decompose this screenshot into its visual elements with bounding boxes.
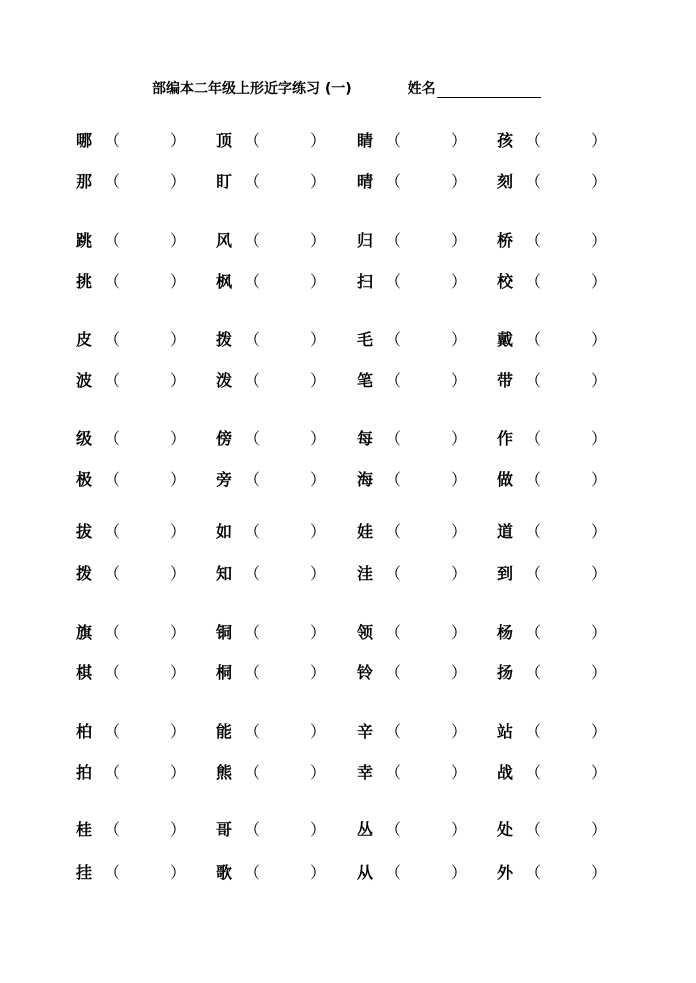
exercise-item <box>497 661 629 685</box>
open-paren: （ <box>385 371 402 390</box>
exercise-item <box>357 621 489 645</box>
close-paren: ） <box>170 564 187 583</box>
target-character: 领 <box>357 623 374 642</box>
open-paren: （ <box>244 330 261 349</box>
open-paren: （ <box>104 330 121 349</box>
target-character: 战 <box>497 763 514 782</box>
target-character: 柏 <box>76 722 93 741</box>
target-character: 作 <box>497 429 514 448</box>
exercise-item <box>357 129 489 153</box>
exercise-item <box>357 520 489 544</box>
open-paren: （ <box>525 820 542 839</box>
target-character: 棋 <box>76 663 93 682</box>
close-paren: ） <box>591 470 608 489</box>
exercise-item <box>216 170 348 194</box>
exercise-item <box>76 468 208 492</box>
open-paren: （ <box>104 663 121 682</box>
target-character: 拔 <box>76 522 93 541</box>
open-paren: （ <box>385 522 402 541</box>
exercise-item <box>497 861 629 885</box>
close-paren: ） <box>451 371 468 390</box>
close-paren: ） <box>310 564 327 583</box>
exercise-item <box>497 761 629 785</box>
open-paren: （ <box>385 231 402 250</box>
exercise-item <box>357 369 489 393</box>
open-paren: （ <box>525 722 542 741</box>
exercise-item <box>357 170 489 194</box>
open-paren: （ <box>525 272 542 291</box>
exercise-item <box>216 861 348 885</box>
open-paren: （ <box>104 863 121 882</box>
target-character: 跳 <box>76 231 93 250</box>
close-paren: ） <box>591 272 608 291</box>
open-paren: （ <box>104 470 121 489</box>
close-paren: ） <box>310 820 327 839</box>
exercise-item <box>216 661 348 685</box>
open-paren: （ <box>104 564 121 583</box>
close-paren: ） <box>451 470 468 489</box>
exercise-item <box>76 328 208 352</box>
close-paren: ） <box>451 763 468 782</box>
target-character: 哪 <box>76 131 93 150</box>
open-paren: （ <box>244 131 261 150</box>
target-character: 哥 <box>216 820 233 839</box>
exercise-item <box>357 661 489 685</box>
target-character: 风 <box>216 231 233 250</box>
close-paren: ） <box>310 863 327 882</box>
open-paren: （ <box>385 172 402 191</box>
exercise-item <box>76 761 208 785</box>
open-paren: （ <box>385 763 402 782</box>
open-paren: （ <box>244 722 261 741</box>
target-character: 级 <box>76 429 93 448</box>
exercise-item <box>76 520 208 544</box>
exercise-item <box>76 270 208 294</box>
close-paren: ） <box>310 663 327 682</box>
exercise-item <box>216 562 348 586</box>
exercise-item <box>497 520 629 544</box>
open-paren: （ <box>385 663 402 682</box>
target-character: 做 <box>497 470 514 489</box>
close-paren: ） <box>310 330 327 349</box>
target-character: 那 <box>76 172 93 191</box>
exercise-row <box>0 328 696 352</box>
exercise-row <box>0 468 696 492</box>
close-paren: ） <box>451 272 468 291</box>
close-paren: ） <box>170 663 187 682</box>
close-paren: ） <box>170 131 187 150</box>
target-character: 笔 <box>357 371 374 390</box>
close-paren: ） <box>170 330 187 349</box>
target-character: 铃 <box>357 663 374 682</box>
open-paren: （ <box>104 231 121 250</box>
close-paren: ） <box>170 820 187 839</box>
open-paren: （ <box>104 429 121 448</box>
target-character: 顶 <box>216 131 233 150</box>
exercise-row <box>0 520 696 544</box>
target-character: 道 <box>497 522 514 541</box>
open-paren: （ <box>525 330 542 349</box>
open-paren: （ <box>244 522 261 541</box>
target-character: 旁 <box>216 470 233 489</box>
target-character: 处 <box>497 820 514 839</box>
open-paren: （ <box>385 722 402 741</box>
open-paren: （ <box>244 470 261 489</box>
exercise-row <box>0 369 696 393</box>
open-paren: （ <box>104 763 121 782</box>
target-character: 扫 <box>357 272 374 291</box>
target-character: 皮 <box>76 330 93 349</box>
target-character: 洼 <box>357 564 374 583</box>
exercise-row <box>0 720 696 744</box>
close-paren: ） <box>591 663 608 682</box>
target-character: 拨 <box>76 564 93 583</box>
close-paren: ） <box>310 722 327 741</box>
target-character: 晴 <box>357 172 374 191</box>
target-character: 睛 <box>357 131 374 150</box>
target-character: 幸 <box>357 763 374 782</box>
open-paren: （ <box>104 131 121 150</box>
close-paren: ） <box>451 863 468 882</box>
exercise-item <box>497 621 629 645</box>
exercise-row <box>0 621 696 645</box>
close-paren: ） <box>170 172 187 191</box>
close-paren: ） <box>170 371 187 390</box>
exercise-item <box>76 129 208 153</box>
exercise-row <box>0 229 696 253</box>
close-paren: ） <box>591 863 608 882</box>
close-paren: ） <box>310 522 327 541</box>
close-paren: ） <box>310 429 327 448</box>
open-paren: （ <box>104 722 121 741</box>
open-paren: （ <box>244 371 261 390</box>
open-paren: （ <box>244 663 261 682</box>
target-character: 拍 <box>76 763 93 782</box>
target-character: 旗 <box>76 623 93 642</box>
target-character: 戴 <box>497 330 514 349</box>
open-paren: （ <box>244 863 261 882</box>
exercise-item <box>497 328 629 352</box>
exercise-item <box>76 661 208 685</box>
target-character: 杨 <box>497 623 514 642</box>
target-character: 每 <box>357 429 374 448</box>
close-paren: ） <box>170 470 187 489</box>
open-paren: （ <box>385 330 402 349</box>
exercise-item <box>216 468 348 492</box>
target-character: 到 <box>497 564 514 583</box>
target-character: 带 <box>497 371 514 390</box>
target-character: 傍 <box>216 429 233 448</box>
exercise-item <box>76 720 208 744</box>
exercise-item <box>216 369 348 393</box>
open-paren: （ <box>244 231 261 250</box>
exercise-item <box>497 270 629 294</box>
exercise-item <box>357 468 489 492</box>
target-character: 歌 <box>216 863 233 882</box>
close-paren: ） <box>451 231 468 250</box>
close-paren: ） <box>451 522 468 541</box>
close-paren: ） <box>170 522 187 541</box>
exercise-item <box>497 468 629 492</box>
close-paren: ） <box>451 663 468 682</box>
open-paren: （ <box>385 863 402 882</box>
close-paren: ） <box>451 131 468 150</box>
close-paren: ） <box>451 564 468 583</box>
close-paren: ） <box>451 623 468 642</box>
close-paren: ） <box>451 722 468 741</box>
exercise-item <box>216 129 348 153</box>
open-paren: （ <box>244 623 261 642</box>
target-character: 娃 <box>357 522 374 541</box>
open-paren: （ <box>525 131 542 150</box>
target-character: 铜 <box>216 623 233 642</box>
exercise-row <box>0 427 696 451</box>
target-character: 桂 <box>76 820 93 839</box>
open-paren: （ <box>104 371 121 390</box>
target-character: 归 <box>357 231 374 250</box>
target-character: 丛 <box>357 820 374 839</box>
exercise-item <box>216 761 348 785</box>
open-paren: （ <box>385 272 402 291</box>
close-paren: ） <box>591 131 608 150</box>
exercise-item <box>76 170 208 194</box>
open-paren: （ <box>244 429 261 448</box>
open-paren: （ <box>385 429 402 448</box>
close-paren: ） <box>591 522 608 541</box>
target-character: 挑 <box>76 272 93 291</box>
exercise-item <box>357 761 489 785</box>
close-paren: ） <box>170 763 187 782</box>
exercise-item <box>497 818 629 842</box>
close-paren: ） <box>591 231 608 250</box>
exercise-item <box>216 229 348 253</box>
close-paren: ） <box>451 429 468 448</box>
close-paren: ） <box>451 820 468 839</box>
exercise-item <box>497 720 629 744</box>
target-character: 挂 <box>76 863 93 882</box>
target-character: 辛 <box>357 722 374 741</box>
target-character: 从 <box>357 863 374 882</box>
target-character: 校 <box>497 272 514 291</box>
close-paren: ） <box>170 623 187 642</box>
exercise-row <box>0 761 696 785</box>
exercise-row <box>0 661 696 685</box>
target-character: 桐 <box>216 663 233 682</box>
exercise-item <box>357 427 489 451</box>
open-paren: （ <box>385 564 402 583</box>
close-paren: ） <box>591 722 608 741</box>
open-paren: （ <box>104 820 121 839</box>
open-paren: （ <box>525 522 542 541</box>
exercise-row <box>0 562 696 586</box>
exercise-item <box>357 229 489 253</box>
exercise-item <box>76 229 208 253</box>
exercise-item <box>76 861 208 885</box>
target-character: 拨 <box>216 330 233 349</box>
close-paren: ） <box>310 470 327 489</box>
close-paren: ） <box>310 623 327 642</box>
open-paren: （ <box>525 470 542 489</box>
exercise-item <box>76 369 208 393</box>
open-paren: （ <box>104 272 121 291</box>
target-character: 泼 <box>216 371 233 390</box>
close-paren: ） <box>170 863 187 882</box>
close-paren: ） <box>591 371 608 390</box>
exercise-item <box>497 562 629 586</box>
exercise-item <box>76 562 208 586</box>
target-character: 熊 <box>216 763 233 782</box>
close-paren: ） <box>310 371 327 390</box>
open-paren: （ <box>385 470 402 489</box>
exercise-item <box>216 720 348 744</box>
exercise-item <box>357 720 489 744</box>
name-label: 姓名 <box>407 81 436 97</box>
target-character: 枫 <box>216 272 233 291</box>
exercise-item <box>357 562 489 586</box>
open-paren: （ <box>244 172 261 191</box>
close-paren: ） <box>591 623 608 642</box>
target-character: 刻 <box>497 172 514 191</box>
worksheet-title: 部编本二年级上形近字练习 (一) <box>152 81 352 97</box>
open-paren: （ <box>525 172 542 191</box>
exercise-item <box>216 520 348 544</box>
close-paren: ） <box>451 330 468 349</box>
target-character: 毛 <box>357 330 374 349</box>
exercise-item <box>357 328 489 352</box>
target-character: 站 <box>497 722 514 741</box>
open-paren: （ <box>525 863 542 882</box>
open-paren: （ <box>525 429 542 448</box>
target-character: 如 <box>216 522 233 541</box>
exercise-item <box>216 270 348 294</box>
target-character: 桥 <box>497 231 514 250</box>
open-paren: （ <box>104 522 121 541</box>
open-paren: （ <box>525 564 542 583</box>
exercise-row <box>0 861 696 885</box>
exercise-item <box>76 818 208 842</box>
exercise-item <box>216 818 348 842</box>
open-paren: （ <box>244 564 261 583</box>
open-paren: （ <box>525 371 542 390</box>
close-paren: ） <box>310 272 327 291</box>
exercise-item <box>216 427 348 451</box>
exercise-item <box>497 229 629 253</box>
close-paren: ） <box>591 564 608 583</box>
target-character: 外 <box>497 863 514 882</box>
open-paren: （ <box>385 820 402 839</box>
exercise-item <box>497 369 629 393</box>
close-paren: ） <box>170 272 187 291</box>
target-character: 波 <box>76 371 93 390</box>
target-character: 海 <box>357 470 374 489</box>
close-paren: ） <box>310 763 327 782</box>
close-paren: ） <box>170 231 187 250</box>
exercise-item <box>76 621 208 645</box>
close-paren: ） <box>591 820 608 839</box>
open-paren: （ <box>525 663 542 682</box>
target-character: 孩 <box>497 131 514 150</box>
close-paren: ） <box>451 172 468 191</box>
close-paren: ） <box>170 429 187 448</box>
close-paren: ） <box>310 231 327 250</box>
exercise-row <box>0 270 696 294</box>
exercise-item <box>216 328 348 352</box>
open-paren: （ <box>385 623 402 642</box>
exercise-item <box>497 170 629 194</box>
exercise-row <box>0 818 696 842</box>
open-paren: （ <box>525 623 542 642</box>
exercise-item <box>76 427 208 451</box>
open-paren: （ <box>104 172 121 191</box>
target-character: 盯 <box>216 172 233 191</box>
close-paren: ） <box>310 172 327 191</box>
open-paren: （ <box>104 623 121 642</box>
exercise-item <box>357 861 489 885</box>
exercise-item <box>497 129 629 153</box>
open-paren: （ <box>244 272 261 291</box>
target-character: 极 <box>76 470 93 489</box>
close-paren: ） <box>591 172 608 191</box>
target-character: 扬 <box>497 663 514 682</box>
open-paren: （ <box>525 763 542 782</box>
open-paren: （ <box>385 131 402 150</box>
exercise-item <box>216 621 348 645</box>
open-paren: （ <box>525 231 542 250</box>
close-paren: ） <box>591 330 608 349</box>
close-paren: ） <box>170 722 187 741</box>
exercise-item <box>497 427 629 451</box>
close-paren: ） <box>310 131 327 150</box>
target-character: 知 <box>216 564 233 583</box>
open-paren: （ <box>244 763 261 782</box>
exercise-row <box>0 170 696 194</box>
exercise-item <box>357 818 489 842</box>
exercise-item <box>357 270 489 294</box>
close-paren: ） <box>591 763 608 782</box>
exercise-row <box>0 129 696 153</box>
target-character: 能 <box>216 722 233 741</box>
open-paren: （ <box>244 820 261 839</box>
close-paren: ） <box>591 429 608 448</box>
